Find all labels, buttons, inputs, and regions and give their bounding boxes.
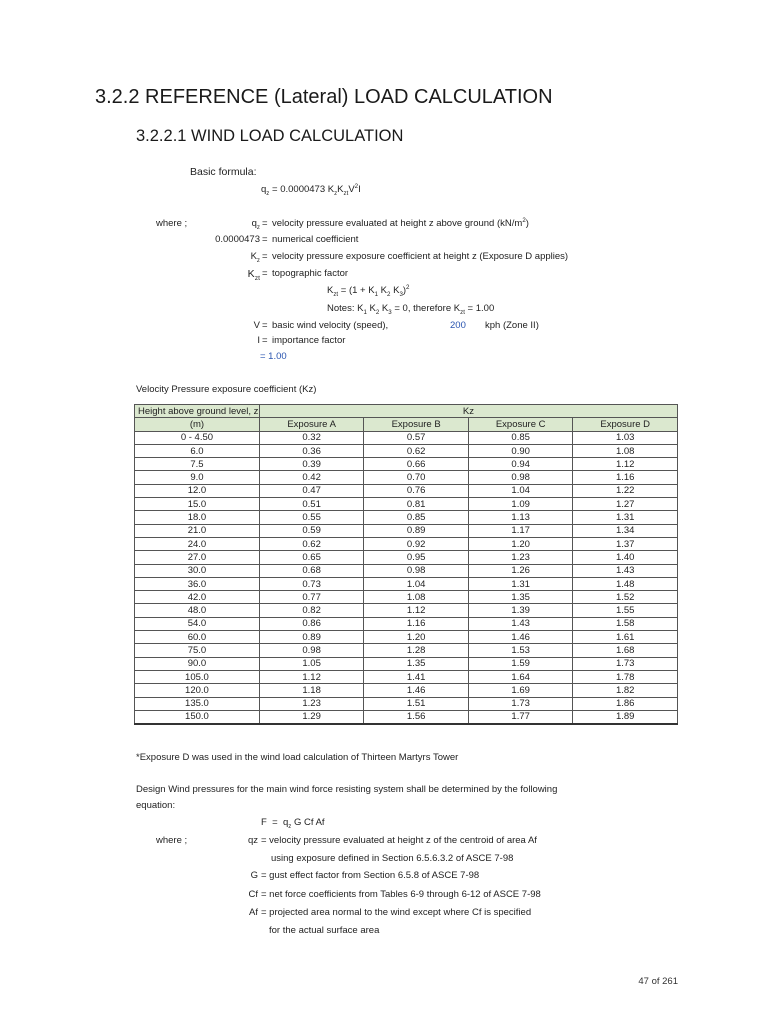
table-cell-value: 0.32 bbox=[259, 431, 364, 444]
definition-description: velocity pressure evaluated at height z above ground $(kN/m^2)$ bbox=[272, 216, 529, 229]
kzt-formula: $K_{zt} = (1 + K_1$ $K_2$ $K_3)^2$ bbox=[327, 283, 410, 298]
table-cell-value: 1.51 bbox=[364, 697, 469, 710]
definition-symbol: Cf bbox=[248, 889, 258, 900]
table-cell-height: 7.5 bbox=[135, 458, 260, 471]
table-cell-value: 1.34 bbox=[573, 524, 678, 537]
table-row bbox=[135, 617, 678, 630]
table-row bbox=[135, 551, 678, 564]
table-cell-value: 1.20 bbox=[364, 631, 469, 644]
table-cell-value: 0.82 bbox=[259, 604, 364, 617]
definition-symbol: $K_z$ bbox=[250, 251, 260, 264]
table-cell-height: 60.0 bbox=[135, 631, 260, 644]
table-cell-value: 0.94 bbox=[468, 458, 573, 471]
table-cell-value: 1.12 bbox=[259, 670, 364, 683]
table-cell-height: 54.0 bbox=[135, 617, 260, 630]
table-cell-value: 1.35 bbox=[364, 657, 469, 670]
table-column-header: Exposure A bbox=[259, 418, 364, 431]
table-cell-value: 0.65 bbox=[259, 551, 364, 564]
table-cell-value: 0.89 bbox=[259, 631, 364, 644]
table-row bbox=[135, 604, 678, 617]
definition-description: velocity pressure exposure coefficient at height z (Exposure D applies) bbox=[272, 251, 569, 262]
table-cell-value: 0.86 bbox=[259, 617, 364, 630]
v-value: 200 bbox=[450, 320, 466, 331]
table-cell-value: 0.81 bbox=[364, 498, 469, 511]
definition-description: = gust effect factor from Section 6.5.8 of ASCE 7-98 bbox=[261, 870, 480, 881]
table-cell-height: 105.0 bbox=[135, 670, 260, 683]
table-column-header: Exposure D bbox=[573, 418, 678, 431]
table-header-height: Height above ground level, z bbox=[135, 405, 260, 418]
table-row bbox=[135, 684, 678, 697]
v-eq: = bbox=[262, 320, 268, 331]
table-cell-value: 0.92 bbox=[364, 537, 469, 550]
table-row bbox=[135, 458, 678, 471]
table-cell-value: 1.61 bbox=[573, 631, 678, 644]
table-cell-value: 0.51 bbox=[259, 498, 364, 511]
table-cell-height: 48.0 bbox=[135, 604, 260, 617]
v-unit: kph (Zone II) bbox=[485, 320, 539, 331]
definition-description: = net force coefficients from Tables 6-9 through 6-12 of ASCE 7-98 bbox=[261, 889, 541, 900]
table-cell-value: 0.77 bbox=[259, 591, 364, 604]
table-cell-value: 1.53 bbox=[468, 644, 573, 657]
table-cell-value: 1.43 bbox=[468, 617, 573, 630]
table-cell-value: 0.42 bbox=[259, 471, 364, 484]
table-cell-value: 1.41 bbox=[364, 670, 469, 683]
table-cell-value: 1.78 bbox=[573, 670, 678, 683]
table-cell-value: 0.47 bbox=[259, 484, 364, 497]
table-cell-value: 1.56 bbox=[364, 710, 469, 724]
definition-symbol: G bbox=[250, 870, 258, 881]
definition-description: for the actual surface area bbox=[269, 925, 380, 936]
subsection-heading: 3.2.2.1 WIND LOAD CALCULATION bbox=[136, 127, 404, 145]
table-cell-value: 1.12 bbox=[364, 604, 469, 617]
table-cell-value: 1.46 bbox=[468, 631, 573, 644]
i-value: = 1.00 bbox=[260, 351, 287, 362]
table-cell-value: 1.46 bbox=[364, 684, 469, 697]
definition-description: using exposure defined in Section 6.5.6.3.2 of ASCE 7-98 bbox=[271, 853, 514, 864]
table-cell-value: 1.22 bbox=[573, 484, 678, 497]
table-cell-value: 1.69 bbox=[468, 684, 573, 697]
definition-symbol: qz bbox=[247, 835, 258, 846]
table-cell-value: 1.03 bbox=[573, 431, 678, 444]
table-row bbox=[135, 710, 678, 724]
v-symbol: V bbox=[253, 320, 260, 331]
table-cell-value: 1.16 bbox=[364, 617, 469, 630]
table-row bbox=[135, 577, 678, 590]
table-cell-value: 1.05 bbox=[259, 657, 364, 670]
table-row bbox=[135, 591, 678, 604]
table-row bbox=[135, 498, 678, 511]
table-cell-value: 0.73 bbox=[259, 577, 364, 590]
table-cell-value: 0.89 bbox=[364, 524, 469, 537]
basic-formula-label: Basic formula: bbox=[190, 166, 257, 178]
table-cell-value: 0.66 bbox=[364, 458, 469, 471]
table-cell-value: 0.62 bbox=[259, 537, 364, 550]
i-desc: importance factor bbox=[272, 335, 346, 346]
table-cell-value: 0.98 bbox=[364, 564, 469, 577]
table-cell-value: 1.12 bbox=[573, 458, 678, 471]
table-cell-value: 0.36 bbox=[259, 444, 364, 457]
table-cell-value: 1.39 bbox=[468, 604, 573, 617]
table-cell-value: 0.85 bbox=[468, 431, 573, 444]
table-cell-value: 0.90 bbox=[468, 444, 573, 457]
definition-equals: = bbox=[262, 268, 268, 279]
table-cell-value: 1.23 bbox=[259, 697, 364, 710]
table-cell-value: 0.95 bbox=[364, 551, 469, 564]
table-cell-value: 1.08 bbox=[573, 444, 678, 457]
table-cell-value: 0.98 bbox=[468, 471, 573, 484]
table-row bbox=[135, 631, 678, 644]
table-row bbox=[135, 537, 678, 550]
table-cell-height: 150.0 bbox=[135, 710, 260, 724]
table-cell-value: 1.04 bbox=[468, 484, 573, 497]
table-header-kz: Kz bbox=[259, 405, 677, 418]
table-cell-value: 1.82 bbox=[573, 684, 678, 697]
main-formula: $q_z = 0.0000473$ $K_zK_{zt}V^2I$ bbox=[261, 182, 361, 197]
table-cell-height: 21.0 bbox=[135, 524, 260, 537]
where-label-2: where ; bbox=[156, 835, 188, 846]
table-row bbox=[135, 444, 678, 457]
definition-equals: = bbox=[262, 218, 268, 229]
table-cell-value: 1.31 bbox=[573, 511, 678, 524]
table-row bbox=[135, 484, 678, 497]
table-cell-value: 0.62 bbox=[364, 444, 469, 457]
definition-description: = velocity pressure evaluated at height z of the centroid of area Af bbox=[261, 835, 537, 846]
table-cell-value: 1.55 bbox=[573, 604, 678, 617]
definition-description: = projected area normal to the wind except where Cf is specified bbox=[261, 907, 532, 918]
definition-symbol: 0.0000473 bbox=[215, 234, 260, 245]
table-row bbox=[135, 657, 678, 670]
table-cell-value: 1.16 bbox=[573, 471, 678, 484]
table-cell-value: 1.43 bbox=[573, 564, 678, 577]
page-number: 47 of 261 bbox=[638, 976, 678, 987]
table-cell-height: 135.0 bbox=[135, 697, 260, 710]
i-eq: = bbox=[262, 335, 268, 346]
table-row bbox=[135, 471, 678, 484]
table-cell-height: 42.0 bbox=[135, 591, 260, 604]
table-cell-height: 0 - 4.50 bbox=[135, 431, 260, 444]
table-cell-value: 1.09 bbox=[468, 498, 573, 511]
table-cell-value: 0.68 bbox=[259, 564, 364, 577]
table-row bbox=[135, 524, 678, 537]
definition-description: numerical coefficient bbox=[272, 234, 359, 245]
table-cell-value: 1.89 bbox=[573, 710, 678, 724]
table-cell-value: 1.58 bbox=[573, 617, 678, 630]
table-cell-value: 1.04 bbox=[364, 577, 469, 590]
table-cell-value: 1.20 bbox=[468, 537, 573, 550]
table-cell-height: 18.0 bbox=[135, 511, 260, 524]
table-cell-value: 0.76 bbox=[364, 484, 469, 497]
design-paragraph-line1: Design Wind pressures for the main wind force resisting system shall be determined by the following bbox=[136, 784, 558, 795]
definition-equals: = bbox=[262, 251, 268, 262]
table-row bbox=[135, 564, 678, 577]
table-cell-value: 1.48 bbox=[573, 577, 678, 590]
table-cell-value: 1.37 bbox=[573, 537, 678, 550]
table-cell-value: 0.39 bbox=[259, 458, 364, 471]
table-row bbox=[135, 431, 678, 444]
definition-equals: = bbox=[262, 234, 268, 245]
table-cell-value: 1.35 bbox=[468, 591, 573, 604]
table-cell-value: 1.29 bbox=[259, 710, 364, 724]
where-label: where ; bbox=[156, 218, 188, 229]
table-cell-height: 9.0 bbox=[135, 471, 260, 484]
table-cell-value: 1.86 bbox=[573, 697, 678, 710]
design-paragraph-line2: equation: bbox=[136, 800, 176, 811]
definition-symbol: $q_z$ bbox=[251, 218, 260, 231]
table-caption: Velocity Pressure exposure coefficient (Kz) bbox=[136, 384, 317, 395]
table-cell-value: 1.27 bbox=[573, 498, 678, 511]
table-cell-value: 1.73 bbox=[573, 657, 678, 670]
table-cell-value: 1.31 bbox=[468, 577, 573, 590]
table-cell-value: 0.98 bbox=[259, 644, 364, 657]
table-cell-height: 75.0 bbox=[135, 644, 260, 657]
table-cell-height: 12.0 bbox=[135, 484, 260, 497]
table-cell-value: 1.40 bbox=[573, 551, 678, 564]
table-cell-value: 1.68 bbox=[573, 644, 678, 657]
table-cell-value: 0.70 bbox=[364, 471, 469, 484]
table-cell-height: 15.0 bbox=[135, 498, 260, 511]
notes-text: Notes: $K_1$ $K_2$ $K_3 = 0$, therefore $K_{zt} = 1.00$ bbox=[327, 303, 495, 316]
force-formula: $F = q_z$ G Cf Af bbox=[261, 817, 325, 830]
table-cell-height: 120.0 bbox=[135, 684, 260, 697]
table-row bbox=[135, 511, 678, 524]
table-row bbox=[135, 697, 678, 710]
table-cell-height: 30.0 bbox=[135, 564, 260, 577]
definition-description: topographic factor bbox=[272, 268, 349, 279]
v-desc: basic wind velocity (speed), bbox=[272, 320, 389, 331]
i-symbol: I bbox=[257, 335, 260, 346]
table-cell-value: 1.23 bbox=[468, 551, 573, 564]
table-cell-value: 0.59 bbox=[259, 524, 364, 537]
table-footnote: *Exposure D was used in the wind load calculation of Thirteen Martyrs Tower bbox=[136, 752, 459, 763]
table-cell-height: 6.0 bbox=[135, 444, 260, 457]
table-cell-value: 1.18 bbox=[259, 684, 364, 697]
table-cell-value: 1.26 bbox=[468, 564, 573, 577]
table-column-header: Exposure C bbox=[468, 418, 573, 431]
table-row bbox=[135, 670, 678, 683]
kz-table bbox=[134, 404, 678, 725]
table-cell-height: 27.0 bbox=[135, 551, 260, 564]
section-heading: 3.2.2 REFERENCE (Lateral) LOAD CALCULATION bbox=[95, 86, 553, 108]
table-cell-height: 90.0 bbox=[135, 657, 260, 670]
table-cell-value: 1.64 bbox=[468, 670, 573, 683]
table-cell-value: 1.08 bbox=[364, 591, 469, 604]
table-cell-value: 1.28 bbox=[364, 644, 469, 657]
table-cell-value: 1.73 bbox=[468, 697, 573, 710]
table-row bbox=[135, 644, 678, 657]
definition-symbol: $K_{zt}$ bbox=[247, 268, 260, 283]
table-cell-value: 1.59 bbox=[468, 657, 573, 670]
table-cell-value: 0.57 bbox=[364, 431, 469, 444]
table-cell-value: 0.85 bbox=[364, 511, 469, 524]
table-cell-value: 1.52 bbox=[573, 591, 678, 604]
table-cell-value: 1.13 bbox=[468, 511, 573, 524]
definition-symbol: Af bbox=[249, 907, 258, 918]
table-cell-value: 0.55 bbox=[259, 511, 364, 524]
table-column-header: Exposure B bbox=[364, 418, 469, 431]
table-cell-height: 36.0 bbox=[135, 577, 260, 590]
table-cell-height: 24.0 bbox=[135, 537, 260, 550]
table-cell-value: 1.77 bbox=[468, 710, 573, 724]
table-header-unit: (m) bbox=[135, 418, 260, 431]
table-cell-value: 1.17 bbox=[468, 524, 573, 537]
